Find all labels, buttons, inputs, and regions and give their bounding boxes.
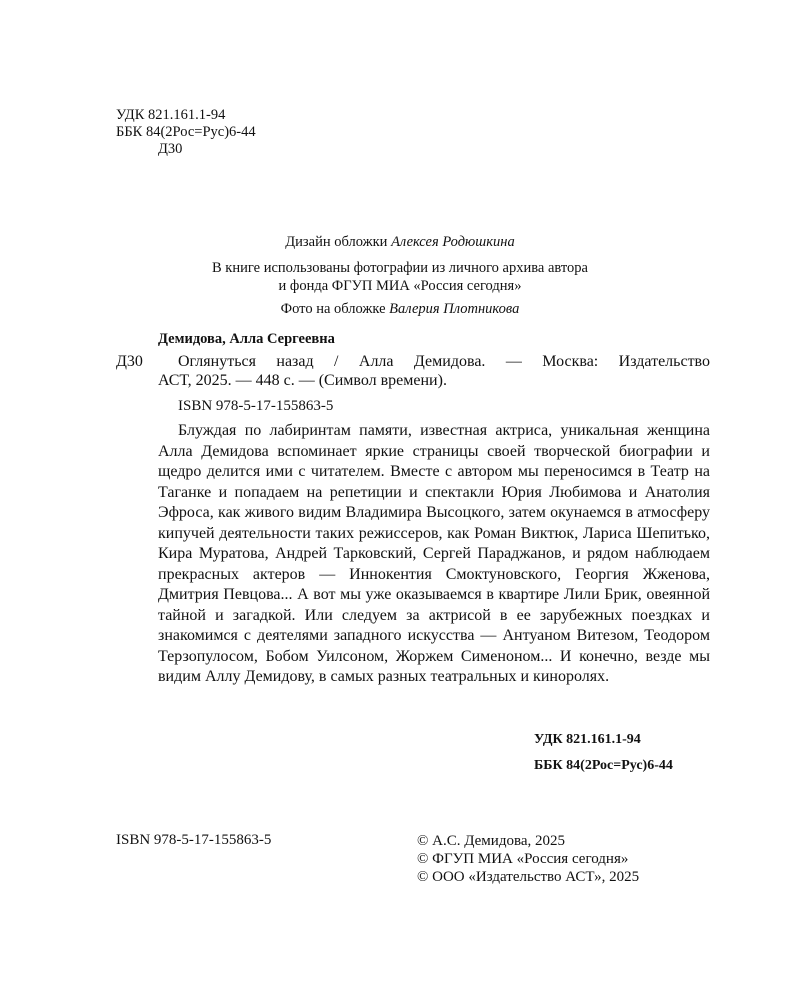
cover-photo-prefix: Фото на обложке: [280, 301, 386, 317]
photos-credit-line2: и фонда ФГУП МИА «Россия сегодня»: [278, 278, 522, 294]
bbk-code: ББК 84(2Рос=Рус)6-44: [116, 124, 256, 140]
copyright-publisher: © ООО «Издательство АСТ», 2025: [417, 869, 640, 885]
copyright-block: [417, 832, 639, 886]
annotation-text: Блуждая по лабиринтам памяти, известная актриса, уникальная женщина Алла Демидова вспоминает яркие страницы своей творческой биографии и щедро делится ими с читателем. Вместе с автором мы переносимся в Театр на Таганке и попадаем на репетиции и спектакли Юрия Любимова и Анатолия Эфроса, как живого видим Владимира Высоцкого, затем окунаемся в атмосферу кипучей деятельности таких режиссеров, как Роман Виктюк, Лариса Шепитько, Кира Муратова, Андрей Тарковский, Сергей Параджанов, и рядом наблюдаем прекрасных актеров — Иннокентия Смоктуновского, Георгия Жженова, Дмитрия Певцова... А вот мы уже оказываемся в квартире Лили Брик, овеянной тайной и загадкой. Или следуем за актрисой в ее зарубежных поездках и знакомимся с деятелями западного искусства — Антуаном Витезом, Теодором Терзопулосом, Бобом Уилсоном, Жоржем Сименоном... И конечно, везде мы видим Аллу Демидову, в самых разных театральных и киноролях.: [158, 422, 710, 685]
bottom-bbk-code: ББК 84(2Рос=Рус)6-44: [534, 758, 673, 773]
photos-credit: [0, 259, 800, 295]
catalog-isbn: ISBN 978-5-17-155863-5: [178, 398, 334, 414]
catalog-author: Демидова, Алла Сергеевна: [158, 331, 335, 347]
author-code: Д30: [158, 141, 183, 157]
bottom-classification: [534, 727, 673, 779]
photos-credit-line1: В книге использованы фотографии из личного архива автора: [212, 260, 588, 276]
footer-isbn: ISBN 978-5-17-155863-5: [116, 832, 272, 848]
cover-design-credit: [0, 234, 800, 251]
cover-photographer-name: Валерия Плотникова: [389, 301, 520, 317]
cover-design-prefix: Дизайн обложки: [285, 234, 388, 250]
cover-designer-name: Алексея Родюшкина: [391, 234, 515, 250]
copyright-ria: © ФГУП МИА «Россия сегодня»: [417, 851, 629, 867]
udk-code: УДК 821.161.1-94: [116, 107, 226, 123]
annotation: [158, 421, 710, 688]
cover-photo-credit: [0, 301, 800, 318]
catalog-title-line1: Оглянуться назад / Алла Демидова. — Москва: Издательство: [178, 353, 710, 370]
bottom-udk-code: УДК 821.161.1-94: [534, 732, 641, 747]
catalog-code: Д30: [116, 353, 143, 370]
classification-block: [116, 107, 256, 158]
copyright-author: © А.С. Демидова, 2025: [417, 833, 566, 849]
catalog-title-line2: АСТ, 2025. — 448 с. — (Символ времени).: [158, 372, 447, 389]
